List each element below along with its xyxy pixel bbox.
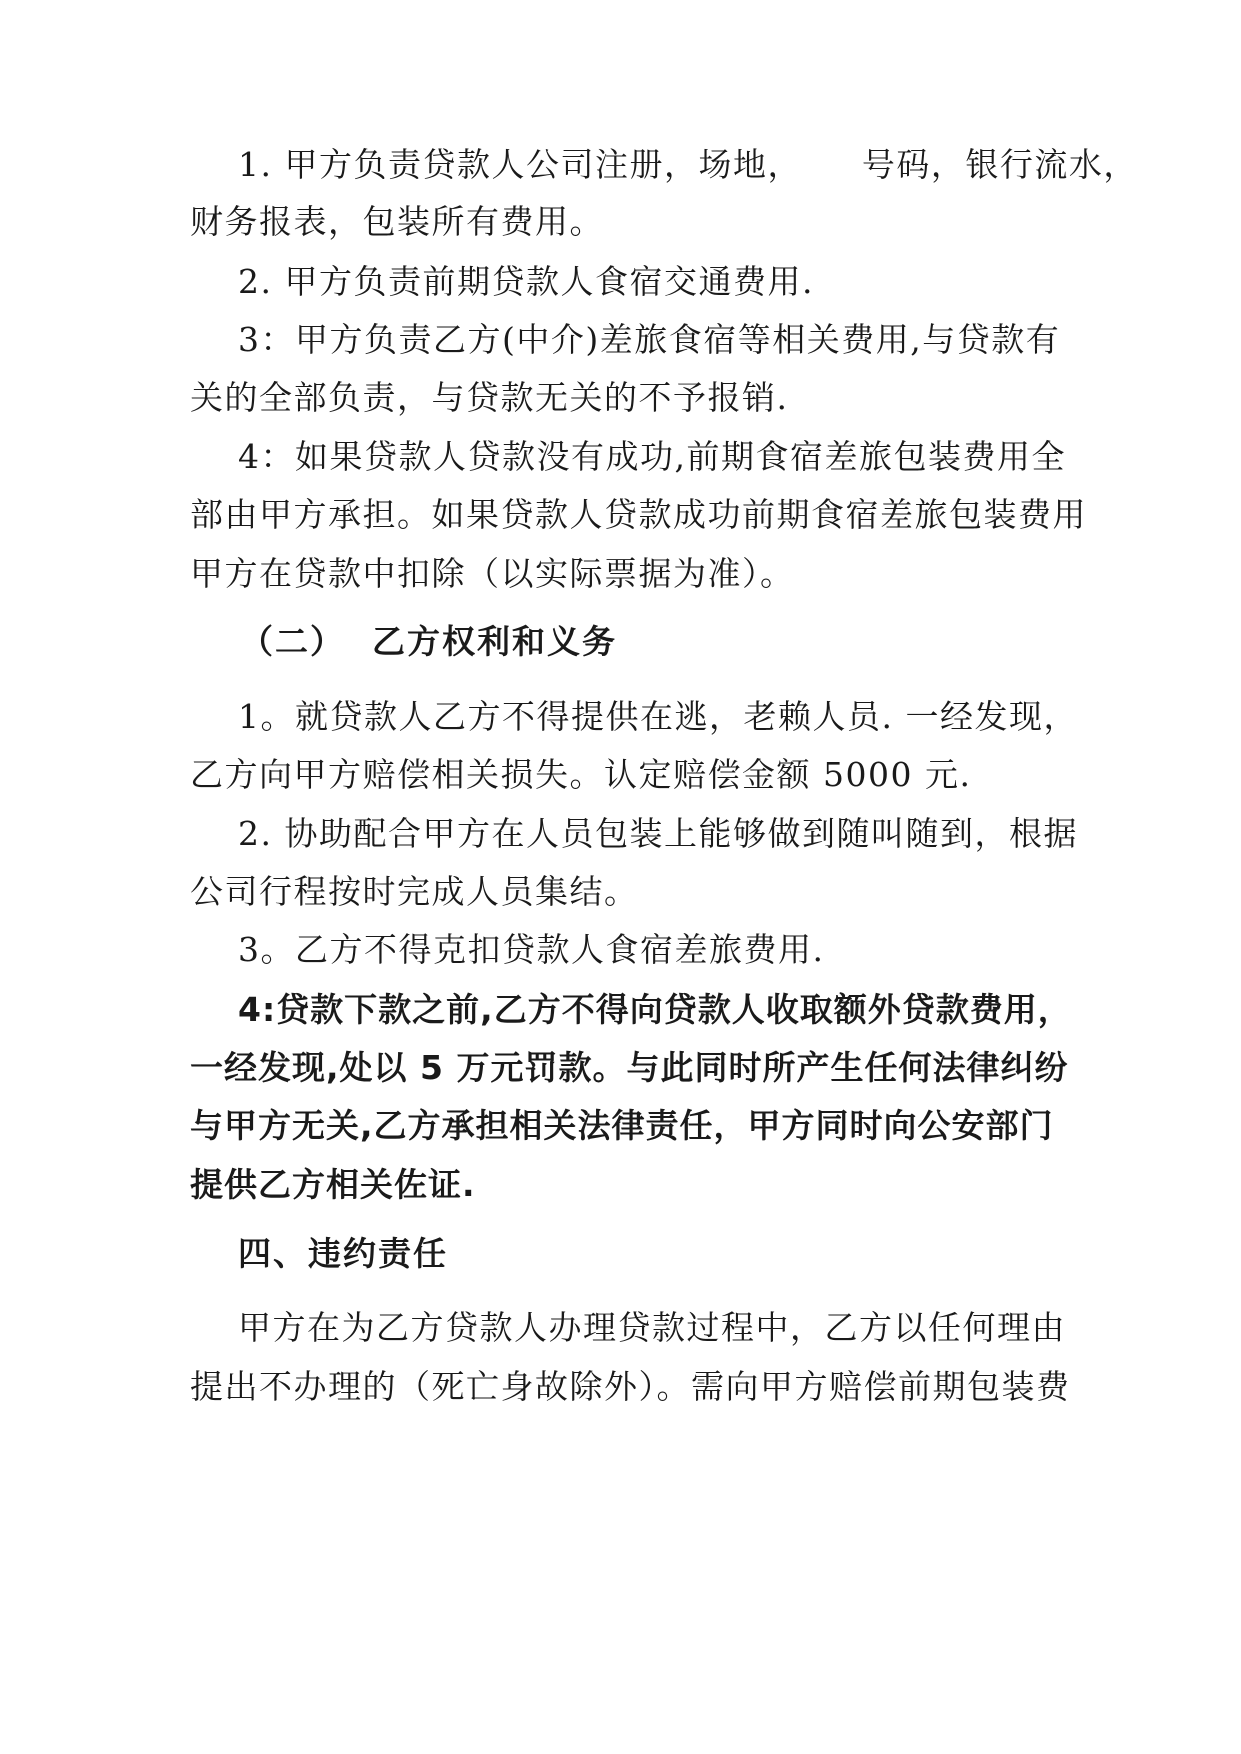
a-item4-line1: 4：如果贷款人贷款没有成功,前期食宿差旅包装费用全 [238, 437, 1066, 476]
a-item3-line2: 关的全部负责，与贷款无关的不予报销. [190, 378, 789, 417]
b-item2-line2: 公司行程按时完成人员集结。 [190, 872, 639, 911]
b-item4-line2: 一经发现,处以 5 万元罚款。与此同时所产生任何法律纠纷 [190, 1048, 1069, 1087]
b-item4-line4: 提供乙方相关佐证. [190, 1165, 476, 1204]
a-item4-line3: 甲方在贷款中扣除（以实际票据为准）。 [190, 554, 795, 593]
a-item3-line1: 3：甲方负责乙方(中介)差旅食宿等相关费用,与贷款有 [238, 320, 1061, 359]
b-item1-line2: 乙方向甲方赔偿相关损失。认定赔偿金额 5000 元. [190, 755, 972, 794]
section-b-heading: （二） 乙方权利和义务 [240, 622, 617, 661]
a-item1-line2: 财务报表，包装所有费用。 [190, 202, 604, 241]
section-four-heading: 四、违约责任 [238, 1234, 448, 1273]
four-para-line2: 提出不办理的（死亡身故除外）。需向甲方赔偿前期包装费 [190, 1367, 1071, 1406]
b-item2-line1: 2. 协助配合甲方在人员包装上能够做到随叫随到，根据 [238, 814, 1078, 853]
a-item4-line2: 部由甲方承担。如果贷款人贷款成功前期食宿差旅包装费用 [190, 495, 1087, 534]
b-item3-line1: 3。乙方不得克扣贷款人食宿差旅费用. [238, 930, 825, 969]
b-item4-line1: 4:贷款下款之前,乙方不得向贷款人收取额外贷款费用， [238, 990, 1072, 1029]
four-para-line1: 甲方在为乙方贷款人办理贷款过程中，乙方以任何理由 [238, 1308, 1066, 1347]
b-item1-line1: 1。就贷款人乙方不得提供在逃，老赖人员. 一经发现， [238, 697, 1078, 736]
a-item2-line1: 2. 甲方负责前期贷款人食宿交通费用. [238, 262, 814, 301]
a-item1-line1: 1. 甲方负责贷款人公司注册，场地， 号码，银行流水， [238, 145, 1138, 184]
b-item4-line3: 与甲方无关,乙方承担相关法律责任，甲方同时向公安部门 [190, 1106, 1054, 1145]
